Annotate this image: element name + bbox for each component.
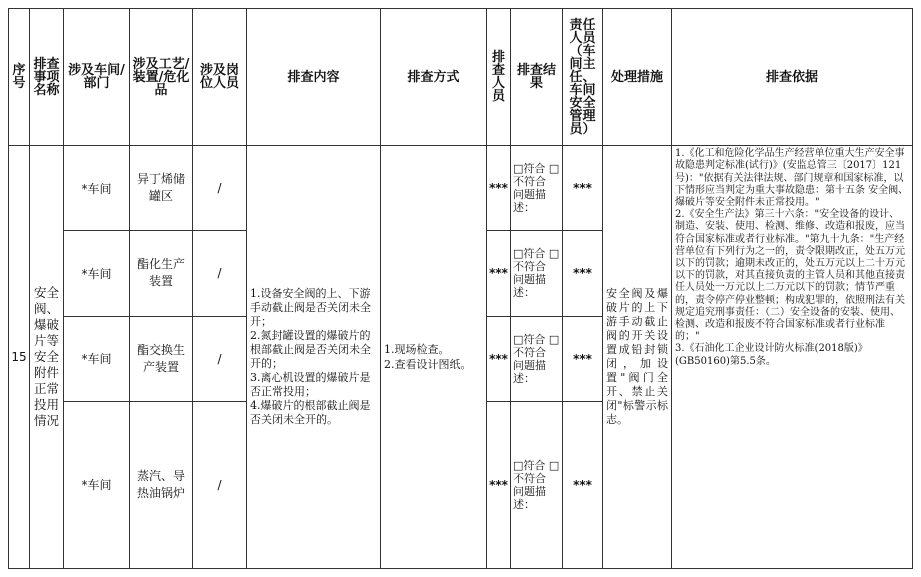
row-area: 蒸汽、导热油锅炉: [130, 401, 193, 568]
row-dept: *车间: [64, 401, 130, 568]
header-inspector: 排查人员: [487, 9, 511, 146]
row-inspector: ***: [487, 401, 511, 568]
header-row: [9, 9, 913, 146]
header-process: 涉及工艺/装置/危化品: [130, 9, 193, 146]
row-measure: 安全阀及爆破片的上下游手动截止阀的开关设置成铅封锁闭，加设置"阀门全开、禁止关闭"标警示标志。: [603, 146, 672, 569]
header-item: 排查事项名称: [30, 9, 64, 146]
row-item-name: 安全阀、爆破片等安全附件正常投用情况: [30, 146, 64, 569]
row-area: 酯化生产装置: [130, 231, 193, 316]
row-responsible: ***: [563, 401, 603, 568]
row-result[interactable]: □符合 □不符合 问题描述：: [511, 316, 563, 401]
row-post: /: [193, 401, 247, 568]
row-inspector: ***: [487, 146, 511, 231]
row-area: 酯交换生产装置: [130, 316, 193, 401]
header-method: 排查方式: [381, 9, 487, 146]
basis-item: 3.《石油化工企业设计防火标准(2018版)》(GB50160)第5.5条。: [675, 343, 868, 367]
row-responsible: ***: [563, 316, 603, 401]
header-seq: 序号: [9, 9, 30, 146]
row-post: /: [193, 146, 247, 231]
basis-item: 2.《安全生产法》第三十六条："安全设备的设计、制造、安装、使用、检测、维修、改造和报废，应当符合国家标准或者行业标准。"第九十九条："生产经营单位有下列行为之一的，责令限期改正，处五万元以下的罚款；逾期未改正的，处五万元以上二十万元以下的罚款，对其直接负责的主管人员和其他直接责任人员处一万元以上二万元以下的罚款；情节严重的，责令停产停业整顿；构成犯罪的，依照刑法有关规定追究刑事责任：（二）安全设备的安装、使用、检测、改造和报废不符合国家标准或者行业标准的；": [675, 209, 905, 343]
header-post: 涉及岗位人员: [193, 9, 247, 146]
row-basis: [672, 146, 913, 569]
row-method: 1.现场检查。 2.查看设计图纸。: [381, 146, 487, 569]
table-row: [9, 146, 913, 231]
row-dept: *车间: [64, 316, 130, 401]
row-result[interactable]: □符合 □不符合 问题描述：: [511, 231, 563, 316]
header-dept: 涉及车间/部门: [64, 9, 130, 146]
header-measure: 处理措施: [603, 9, 672, 146]
row-inspector: ***: [487, 316, 511, 401]
row-seq: 15: [9, 146, 30, 569]
row-dept: *车间: [64, 231, 130, 316]
row-responsible: ***: [563, 231, 603, 316]
basis-item: 1.《化工和危险化学品生产经营单位重大生产安全事故隐患判定标准(试行)》(安监总管三〔2017〕121号)："依据有关法律法规、部门规章和国家标准，以下情形应当判定为重大事故隐患：第十五条 安全阀、爆破片等安全附件未正常投用。": [675, 148, 909, 209]
header-responsible: 责任人员（车间主任、车间安全管理员）: [563, 9, 603, 146]
row-result[interactable]: □符合 □不符合 问题描述：: [511, 146, 563, 231]
row-dept: *车间: [64, 146, 130, 231]
row-responsible: ***: [563, 146, 603, 231]
header-basis: 排查依据: [672, 9, 913, 146]
row-post: /: [193, 316, 247, 401]
row-post: /: [193, 231, 247, 316]
inspection-table: [8, 8, 913, 569]
header-result: 排查结果: [511, 9, 563, 146]
row-inspector: ***: [487, 231, 511, 316]
row-content: 1.设备安全阀的上、下游手动截止阀是否关闭未全开； 2.氮封罐设置的爆破片的根部截止阀是否关闭未全开的； 3.离心机设置的爆破片是否正常投用； 4.爆破片的根部截止阀是否关闭未全开的。: [247, 146, 381, 569]
row-result[interactable]: □符合 □不符合 问题描述：: [511, 401, 563, 568]
row-area: 异丁烯储罐区: [130, 146, 193, 231]
header-content: 排查内容: [247, 9, 381, 146]
